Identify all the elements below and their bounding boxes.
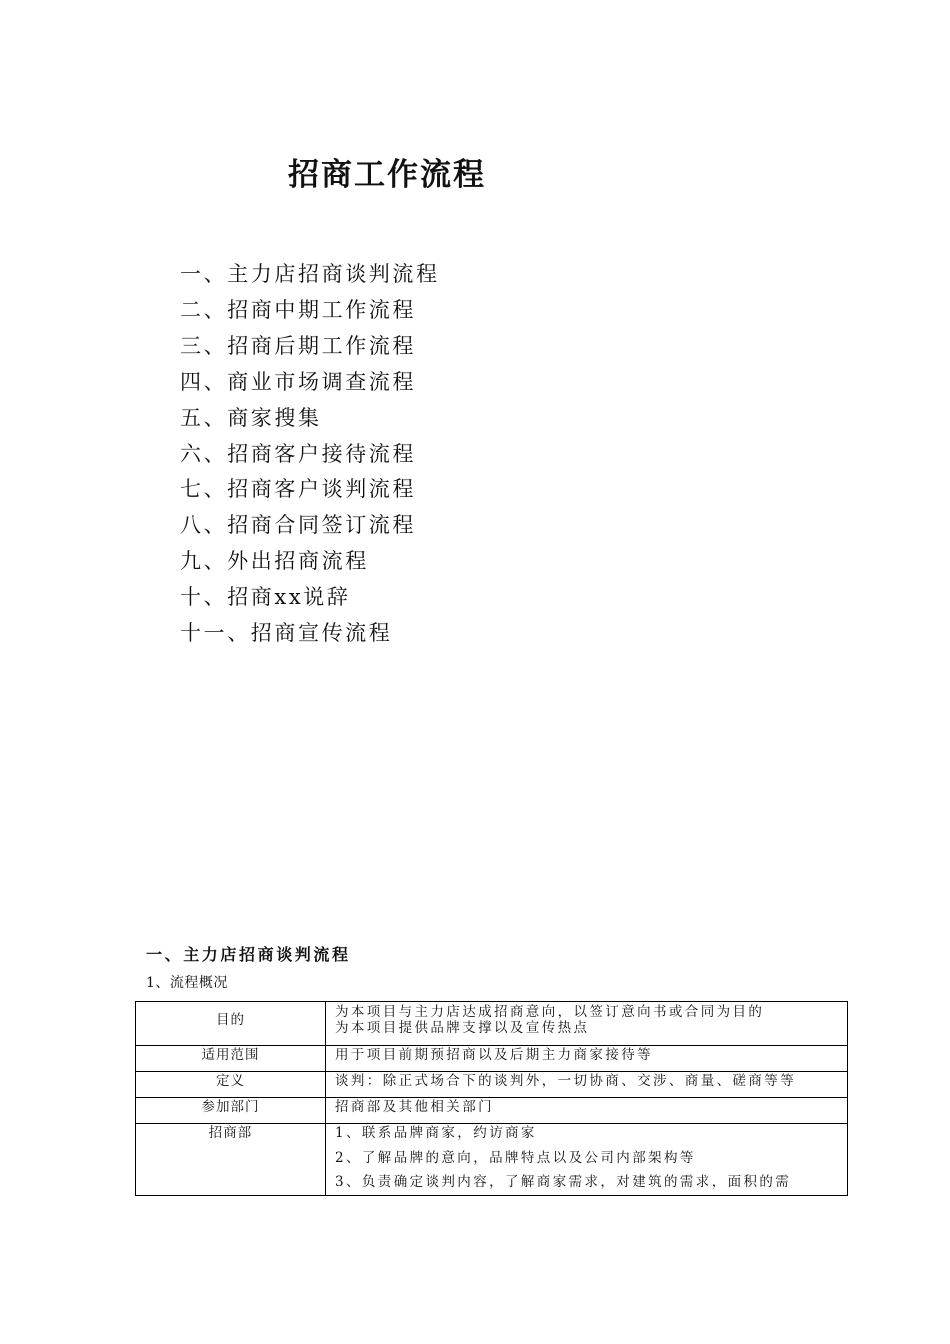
purpose-label: 目的 [136, 1002, 326, 1046]
document-title: 招商工作流程 [288, 157, 486, 193]
toc-item: 七、招商客户谈判流程 [180, 477, 416, 502]
table-row [136, 1046, 848, 1072]
toc-item: 八、招商合同签订流程 [180, 513, 416, 538]
section-heading: 一、主力店招商谈判流程 [146, 945, 351, 964]
toc-item: 九、外出招商流程 [180, 549, 369, 574]
toc-item: 四、商业市场调查流程 [180, 369, 416, 394]
definition-label: 定义 [136, 1072, 326, 1098]
duty-line: 3、负责确定谈判内容，了解商家需求，对建筑的需求，面积的需 [335, 1174, 792, 1190]
definition-value: 谈判：除正式场合下的谈判外，一切协商、交涉、商量、磋商等等 [326, 1072, 848, 1098]
leasing-dept-duties [326, 1124, 848, 1196]
table-row [136, 1124, 848, 1196]
toc-item: 五、商家搜集 [180, 405, 322, 430]
table-of-contents [180, 257, 440, 652]
toc-item: 十、招商xx说辞 [180, 585, 351, 610]
duty-line: 2、了解品牌的意向，品牌特点以及公司内部架构等 [335, 1149, 696, 1166]
toc-item: 十一、招商宣传流程 [180, 621, 393, 646]
duty-line: 1、联系品牌商家，约访商家 [335, 1125, 537, 1141]
purpose-line: 为本项目与主力店达成招商意向，以签订意向书或合同为目的 [335, 1004, 765, 1020]
table-row [136, 1098, 848, 1124]
toc-item: 一、主力店招商谈判流程 [180, 262, 440, 286]
table-row [136, 1002, 848, 1046]
departments-label: 参加部门 [136, 1098, 326, 1124]
process-overview-table [135, 1001, 848, 1196]
leasing-dept-label: 招商部 [136, 1124, 326, 1196]
scope-label: 适用范围 [136, 1046, 326, 1072]
table-row [136, 1072, 848, 1098]
toc-item: 二、招商中期工作流程 [180, 297, 416, 322]
purpose-value [326, 1002, 848, 1046]
section-subheading: 1、流程概况 [146, 975, 228, 991]
toc-item: 三、招商后期工作流程 [180, 333, 416, 358]
purpose-line: 为本项目提供品牌支撑以及宣传热点 [335, 1020, 590, 1036]
toc-item: 六、招商客户接待流程 [180, 441, 416, 466]
departments-value: 招商部及其他相关部门 [326, 1098, 848, 1124]
scope-value: 用于项目前期预招商以及后期主力商家接待等 [326, 1046, 848, 1072]
